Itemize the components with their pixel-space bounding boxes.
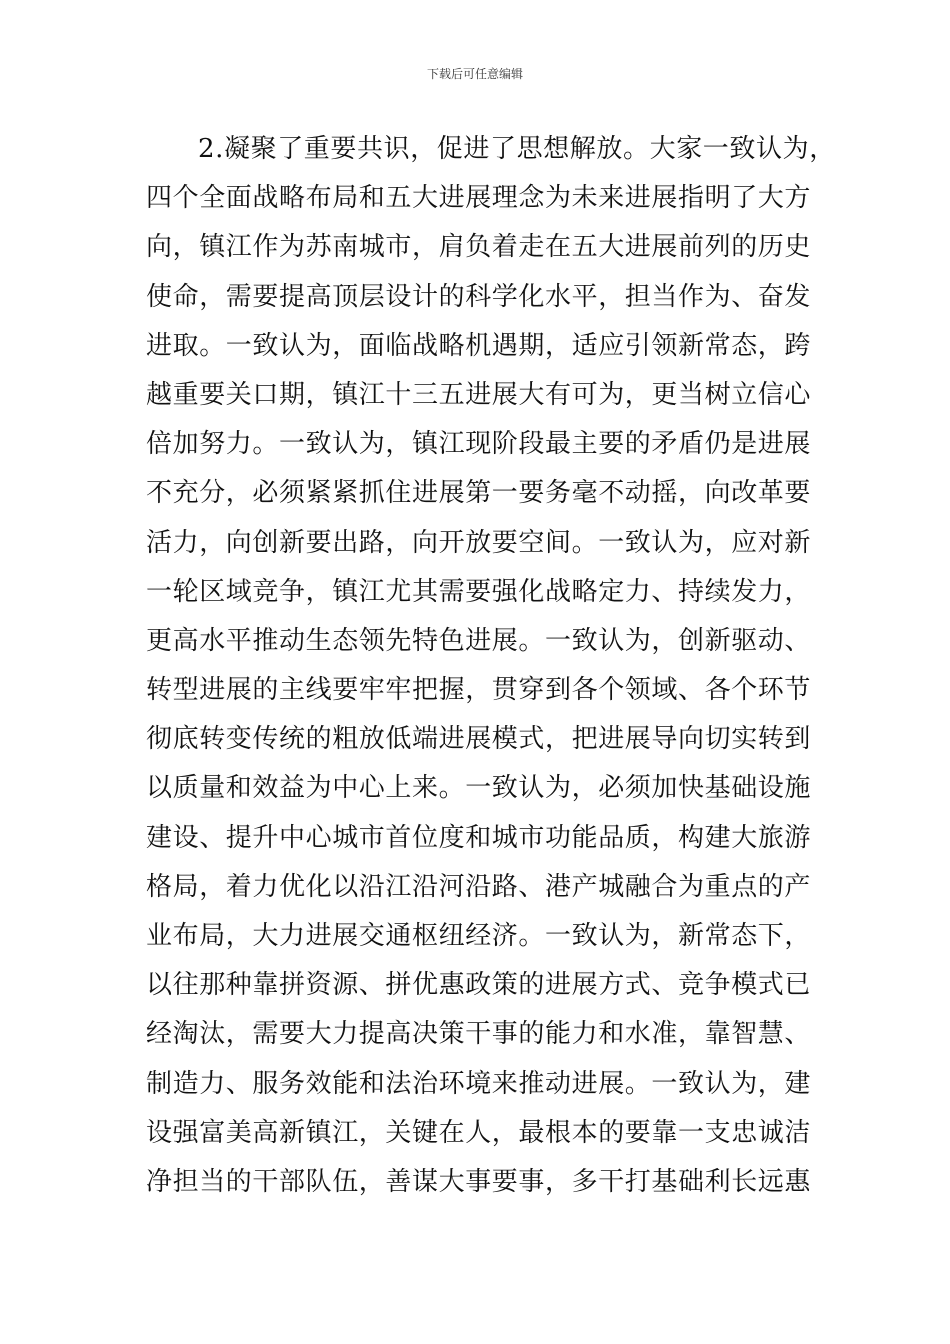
paragraph-line: 倍加努力。一致认为，镇江现阶段最主要的矛盾仍是进展 [146,429,812,460]
paragraph-line: 以往那种靠拼资源、拼优惠政策的进展方式、竞争模式已 [146,970,812,1001]
body-paragraph [146,125,836,1207]
paragraph-line: 越重要关口期，镇江十三五进展大有可为，更当树立信心 [146,379,812,410]
paragraph-line: 净担当的干部队伍，善谋大事要事，多干打基础利长远惠 [146,1166,812,1197]
paragraph-line: 四个全面战略布局和五大进展理念为未来进展指明了大方 [146,183,812,214]
paragraph-line: 制造力、服务效能和法治环境来推动进展。一致认为，建 [146,1068,812,1099]
paragraph-line: 进取。一致认为，面临战略机遇期，适应引领新常态，跨 [146,330,812,361]
paragraph-line: 经淘汰，需要大力提高决策干事的能力和水准，靠智慧、 [146,1019,812,1050]
paragraph-line: 设强富美高新镇江，关键在人，最根本的要靠一支忠诚洁 [146,1117,812,1148]
paragraph-line: 建设、提升中心城市首位度和城市功能品质，构建大旅游 [146,822,812,853]
paragraph-line: 活力，向创新要出路，向开放要空间。一致认为，应对新 [146,527,812,558]
paragraph-line: 以质量和效益为中心上来。一致认为，必须加快基础设施 [146,773,812,804]
paragraph-line: 2.凝聚了重要共识，促进了思想解放。大家一致认为， [198,134,836,164]
paragraph-line: 使命，需要提高顶层设计的科学化水平，担当作为、奋发 [146,281,812,312]
paragraph-line: 一轮区域竞争，镇江尤其需要强化战略定力、持续发力， [146,576,812,607]
paragraph-line: 彻底转变传统的粗放低端进展模式，把进展导向切实转到 [146,724,812,755]
paragraph-line: 不充分，必须紧紧抓住进展第一要务毫不动摇，向改革要 [146,478,812,509]
paragraph-line: 向，镇江作为苏南城市，肩负着走在五大进展前列的历史 [146,232,812,263]
paragraph-line: 更高水平推动生态领先特色进展。一致认为，创新驱动、 [146,625,812,656]
paragraph-line: 格局，着力优化以沿江沿河沿路、港产城融合为重点的产 [146,871,812,902]
paragraph-line: 转型进展的主线要牢牢把握，贯穿到各个领域、各个环节 [146,675,812,706]
page-header: 下载后可任意编辑 [426,67,523,81]
paragraph-line: 业布局，大力进展交通枢纽经济。一致认为，新常态下， [146,921,812,951]
